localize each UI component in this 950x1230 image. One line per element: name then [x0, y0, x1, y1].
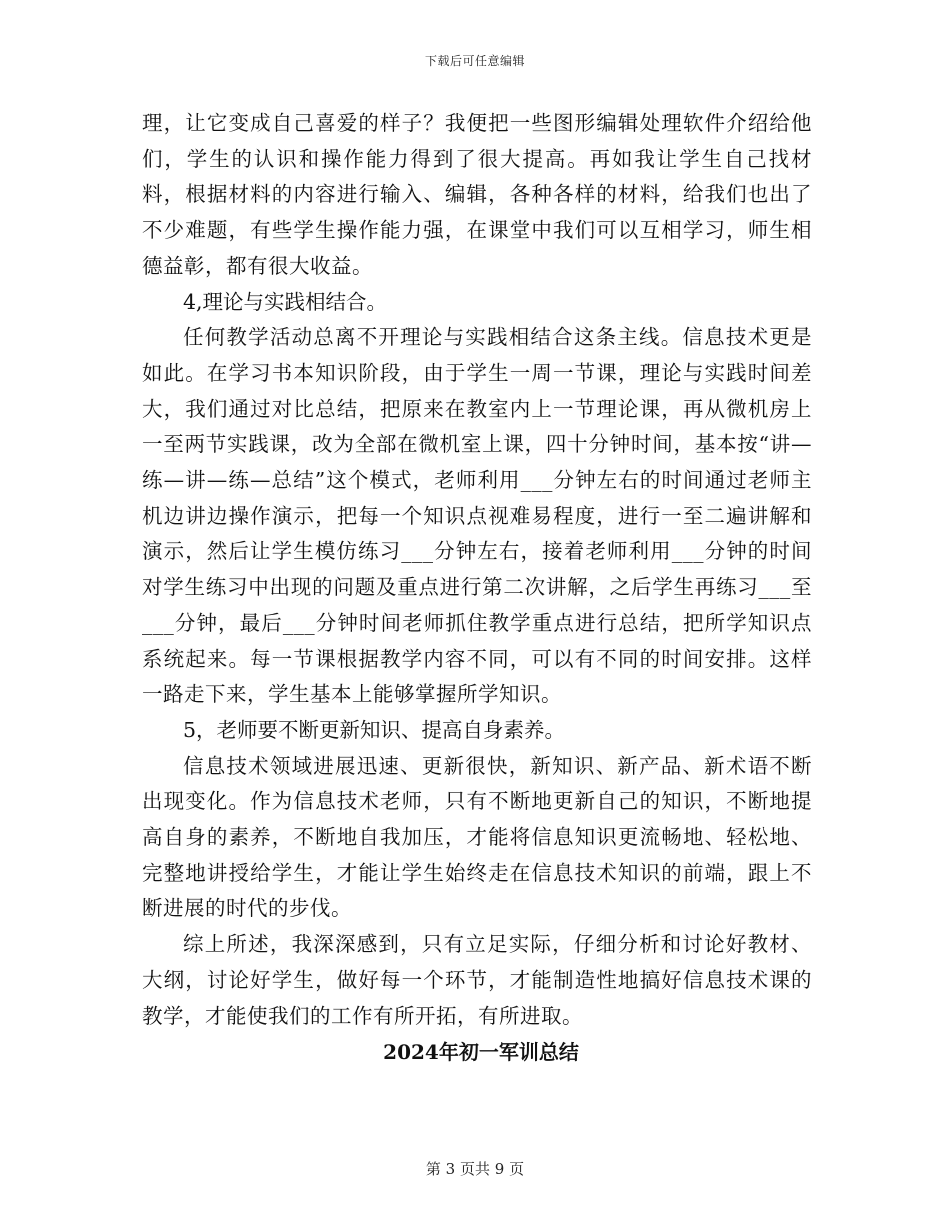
body-text — [142, 106, 812, 1070]
page-number-footer: 第 3 页共 9 页 — [425, 1160, 525, 1178]
section-heading-5: 5，老师要不断更新知识、提高自身素养。 — [183, 717, 566, 742]
paragraph-conclusion: 综上所述，我深深感到，只有立足实际，仔细分析和讨论好教材、大纲，讨论好学生，做好每一个环节，才能制造性地搞好信息技术课的教学，才能使我们的工作有所开拓，有所进取。 — [142, 932, 812, 1028]
section-heading-4: 4,理论与实践相结合。 — [183, 289, 388, 314]
paragraph-theory-practice: 任何教学活动总离不开理论与实践相结合这条主线。信息技术更是如此。在学习书本知识阶段，由于学生一周一节课，理论与实践时间差大，我们通过对比总结，把原来在教室内上一节理论课，再从微机房上一至两节实践课，改为全部在微机室上课，四十分钟时间，基本按“讲—练—讲—练—总结”这个模式，老师利用___分钟左右的时间通过老师主机边讲边操作演示，把每一个知识点视难易程度，进行一至二遍讲解和演示，然后让学生模仿练习___分钟左右，接着老师利用___分钟的时间对学生练习中出现的问题及重点进行第二次讲解，之后学生再练习___至___分钟，最后___分钟时间老师抓住教学重点进行总结，把所学知识点系统起来。每一节课根据教学内容不同，可以有不同的时间安排。这样一路走下来，学生基本上能够掌握所学知识。 — [142, 325, 812, 707]
next-document-title: 2024年初一军训总结 — [383, 1040, 579, 1065]
running-header: 下载后可任意编辑 — [424, 54, 525, 68]
paragraph-update-knowledge: 信息技术领域进展迅速、更新很快，新知识、新产品、新术语不断出现变化。作为信息技术老师，只有不断地更新自己的知识，不断地提高自身的素养，不断地自我加压，才能将信息知识更流畅地、轻松地、完整地讲授给学生，才能让学生始终走在信息技术知识的前端，跟上不断进展的时代的步伐。 — [142, 753, 812, 921]
paragraph-continued: 理，让它变成自己喜爱的样子？我便把一些图形编辑处理软件介绍给他们，学生的认识和操作能力得到了很大提高。再如我让学生自己找材料，根据材料的内容进行输入、编辑，各种各样的材料，给我们也出了不少难题，有些学生操作能力强，在课堂中我们可以互相学习，师生相德益彰，都有很大收益。 — [142, 111, 812, 278]
